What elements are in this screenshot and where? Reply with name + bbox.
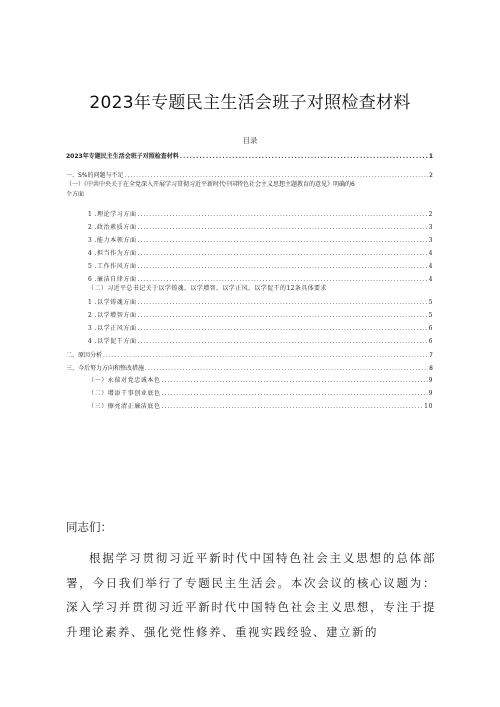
body-paragraph: 根据学习贯彻习近平新时代中国特色社会主义思想的总体部署，今日我们举行了专题民主生活会。本次会议的核心议题为：深入学习并贯彻习近平新时代中国特色社会主义思想，专注于提升理论素养、强化党性修养、重视实践经验、建立新的 xyxy=(66,551,436,639)
toc-entry[interactable] xyxy=(66,260,433,270)
toc-entry-number: 3 xyxy=(88,325,93,332)
toc-entry-label: .以学铸魂方面 xyxy=(94,299,137,306)
toc-entry-label: 二、原因分析 xyxy=(66,352,103,359)
toc-entry-label: 一、S%的问题与不足 xyxy=(66,172,124,179)
toc-entry-number: 1 xyxy=(88,211,93,218)
toc-entry[interactable] xyxy=(66,169,433,179)
toc-leader xyxy=(162,390,428,397)
toc-entry-label: .政治素质方面 xyxy=(94,224,137,231)
toc-entry-page: 1 xyxy=(428,153,433,160)
toc-entry-label: .能力本领方面 xyxy=(94,237,137,244)
document-title: 2023年专题民主生活会班子对照检查材料 xyxy=(89,93,411,113)
toc-entry-number: 1 xyxy=(88,299,93,306)
toc-entry-page: 9 xyxy=(428,390,433,397)
toc-entry[interactable] xyxy=(66,234,433,244)
toc-entry-page: 4 xyxy=(428,263,433,270)
toc-entry-continuation: 个方面 xyxy=(66,191,85,198)
toc-leader xyxy=(162,403,424,410)
toc-entry-label: 2023年专题民主生活会班子对照检查材料 xyxy=(66,153,179,160)
toc-entry-label: .廉洁自律方面 xyxy=(94,276,137,283)
toc-entry-page: 10 xyxy=(424,403,433,410)
toc-entry-label: .以学促干方面 xyxy=(94,338,137,345)
toc-entry-page: 3 xyxy=(428,224,433,231)
toc-entry[interactable] xyxy=(66,335,433,345)
toc-leader xyxy=(138,263,428,270)
toc-entry-page: 5 xyxy=(428,312,433,319)
toc-entry-page: 4 xyxy=(428,276,433,283)
toc-entry[interactable]: （一）《中共中央关于在全党深入开展学习贯彻习近平新时代中国特色社会主义思想主题教育的意见》明确的6 xyxy=(66,181,355,188)
toc-leader xyxy=(138,338,428,345)
toc-entry[interactable] xyxy=(66,362,433,372)
toc-entry-number: 5 xyxy=(88,263,93,270)
toc-entry[interactable] xyxy=(66,309,433,319)
toc-leader xyxy=(138,224,428,231)
toc-entry-page: 8 xyxy=(429,365,433,372)
toc-entry-number: 2 xyxy=(88,224,93,231)
toc-entry[interactable] xyxy=(66,273,433,283)
toc-leader xyxy=(180,153,428,160)
toc-leader xyxy=(138,250,428,257)
toc-leader xyxy=(138,312,428,319)
toc-entry[interactable] xyxy=(66,150,433,160)
toc-entry[interactable] xyxy=(66,387,433,397)
toc-entry-label: .担当作为方面 xyxy=(94,250,137,257)
toc-entry-number: 2 xyxy=(88,312,93,319)
toc-heading: 目录 xyxy=(242,136,258,145)
toc-entry-page: 3 xyxy=(428,237,433,244)
toc-entry[interactable] xyxy=(66,247,433,257)
toc-entry-label: .以学正风方面 xyxy=(94,325,137,332)
toc-entry-label: .理论学习方面 xyxy=(94,211,137,218)
toc-entry-number: 3 xyxy=(88,237,93,244)
toc-entry-label: （一）永葆对党忠诚本色 xyxy=(88,377,161,384)
toc-entry[interactable] xyxy=(66,349,433,359)
toc-entry-label: （三）擦亮清正廉洁底色 xyxy=(88,403,161,410)
toc-entry-number: 6 xyxy=(88,276,93,283)
toc-entry-number: 4 xyxy=(88,338,93,345)
toc-entry-page: 4 xyxy=(428,250,433,257)
toc-entry[interactable] xyxy=(66,221,433,231)
greeting: 同志们： xyxy=(66,520,112,534)
toc-entry-page: 2 xyxy=(429,172,433,179)
toc-leader xyxy=(145,365,428,372)
toc-leader xyxy=(138,276,428,283)
toc-entry-label: .工作作风方面 xyxy=(94,263,137,270)
toc-leader xyxy=(103,352,428,359)
toc-entry[interactable] xyxy=(66,296,433,306)
toc-entry-number: 4 xyxy=(88,250,93,257)
toc-entry[interactable]: （二）习近平总书记关于以学铸魂、以学增智、以学正风、以学促干的12条具体要求 xyxy=(88,285,327,292)
toc-entry-label: （二）增添干事创业底色 xyxy=(88,390,161,397)
toc-leader xyxy=(138,299,428,306)
toc-entry-label: 三、今后努力方向和整改措施 xyxy=(66,365,145,372)
toc-entry-page: 9 xyxy=(428,377,433,384)
toc-entry[interactable] xyxy=(66,400,433,410)
toc-leader xyxy=(138,237,428,244)
toc-entry-page: 5 xyxy=(428,299,433,306)
toc-entry-page: 6 xyxy=(428,325,433,332)
toc-leader xyxy=(138,325,428,332)
toc-leader xyxy=(162,377,428,384)
toc-entry-page: 6 xyxy=(428,338,433,345)
toc-leader xyxy=(138,211,428,218)
toc-entry-page: 7 xyxy=(429,352,433,359)
toc-entry-label: .以学增智方面 xyxy=(94,312,137,319)
toc-leader xyxy=(125,172,429,179)
toc-entry[interactable] xyxy=(66,208,433,218)
toc-entry[interactable] xyxy=(66,374,433,384)
toc-entry-page: 2 xyxy=(428,211,433,218)
toc-entry[interactable] xyxy=(66,322,433,332)
